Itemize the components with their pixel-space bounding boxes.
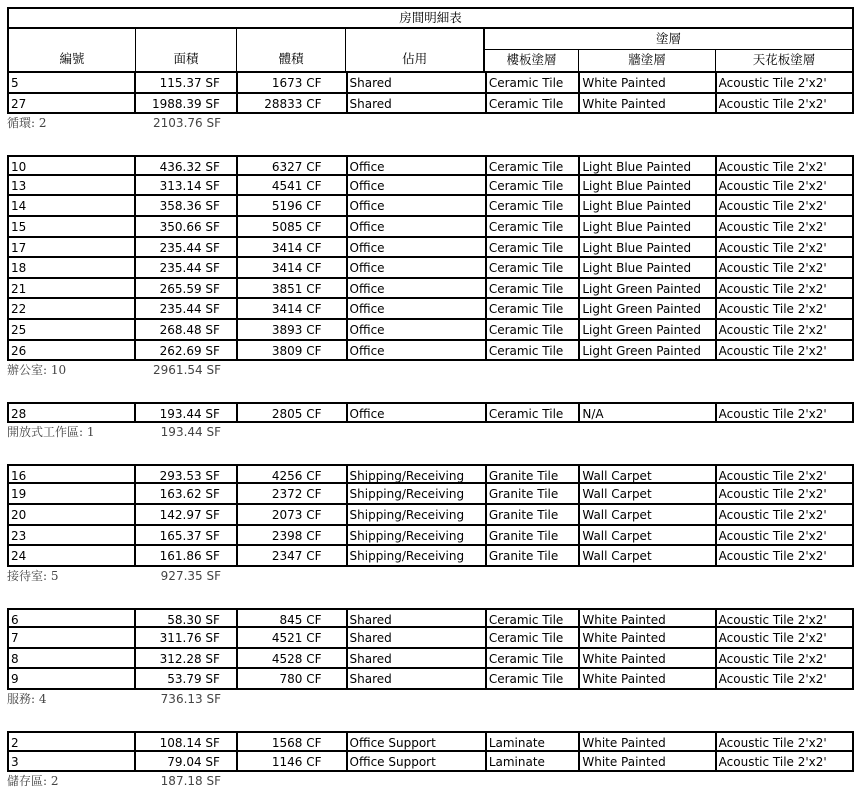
cell-floor-finish: Ceramic Tile xyxy=(487,258,581,277)
cell-occupancy: Shared xyxy=(348,94,487,113)
cell-floor-finish: Ceramic Tile xyxy=(487,299,581,318)
cell-floor-finish: Granite Tile xyxy=(487,526,581,545)
group-spacer xyxy=(7,135,854,156)
cell-volume: 2398 CF xyxy=(238,526,348,545)
cell-ceiling-finish: Acoustic Tile 2'x2' xyxy=(718,549,827,564)
cell-floor-finish: Granite Tile xyxy=(487,505,581,524)
cell-ceiling-finish: Acoustic Tile 2'x2' xyxy=(718,199,827,214)
cell-area: 53.79 SF xyxy=(136,669,238,688)
group-summary-label: 儲存區: 2 xyxy=(7,774,59,789)
cell-floor-finish: Ceramic Tile xyxy=(487,320,581,339)
cell-ceiling-finish: Acoustic Tile 2'x2' xyxy=(718,219,827,234)
cell-volume: 2372 CF xyxy=(238,484,348,503)
group-summary xyxy=(7,772,854,793)
header-volume: 體積 xyxy=(237,29,346,71)
cell-wall-finish: Light Green Painted xyxy=(580,320,716,339)
cell-wall-finish: Light Blue Painted xyxy=(580,217,716,236)
cell-floor-finish: Granite Tile xyxy=(487,484,581,503)
cell-occupancy: Office xyxy=(348,404,487,421)
cell-floor-finish: Ceramic Tile xyxy=(487,610,581,627)
cell-volume: 4528 CF xyxy=(238,649,348,668)
cell-wall-finish: White Painted xyxy=(580,628,716,647)
group-summary-area: 736.13 SF xyxy=(160,692,221,707)
cell-area: 265.59 SF xyxy=(136,279,238,298)
table-row xyxy=(7,731,854,752)
cell-wall-finish: N/A xyxy=(580,404,716,421)
cell-occupancy: Shipping/Receiving xyxy=(348,466,487,483)
header-number: 編號 xyxy=(9,29,136,71)
group-spacer xyxy=(7,711,854,732)
table-row xyxy=(7,155,854,176)
cell-occupancy: Shared xyxy=(348,73,487,92)
group-summary-area: 187.18 SF xyxy=(160,774,221,789)
cell-number: 9 xyxy=(9,669,136,688)
cell-occupancy: Shared xyxy=(348,628,487,647)
cell-volume: 1568 CF xyxy=(238,733,348,750)
cell-area: 436.32 SF xyxy=(136,157,238,174)
cell-area: 142.97 SF xyxy=(136,505,238,524)
cell-ceiling-finish: Acoustic Tile 2'x2' xyxy=(718,612,827,627)
group-spacer xyxy=(7,382,854,403)
cell-number: 6 xyxy=(9,610,136,627)
group-spacer xyxy=(7,587,854,608)
group-summary-area: 2961.54 SF xyxy=(153,363,221,378)
cell-number: 16 xyxy=(9,466,136,483)
cell-occupancy: Office xyxy=(348,238,487,257)
cell-volume: 3414 CF xyxy=(238,299,348,318)
cell-wall-finish: Light Blue Painted xyxy=(580,196,716,215)
cell-occupancy: Shipping/Receiving xyxy=(348,505,487,524)
cell-number: 25 xyxy=(9,320,136,339)
cell-area: 268.48 SF xyxy=(136,320,238,339)
cell-area: 350.66 SF xyxy=(136,217,238,236)
cell-wall-finish: Light Blue Painted xyxy=(580,176,716,195)
group-summary xyxy=(7,114,854,135)
table-row xyxy=(7,608,854,629)
cell-floor-finish: Ceramic Tile xyxy=(487,404,581,421)
cell-area: 115.37 SF xyxy=(136,73,238,92)
cell-ceiling-finish: Acoustic Tile 2'x2' xyxy=(718,343,827,358)
cell-number: 21 xyxy=(9,279,136,298)
group-summary-area: 927.35 SF xyxy=(160,568,221,583)
cell-volume: 3851 CF xyxy=(238,279,348,298)
cell-wall-finish: Wall Carpet xyxy=(580,546,716,565)
cell-wall-finish: Light Blue Painted xyxy=(580,258,716,277)
cell-wall-finish: White Painted xyxy=(580,649,716,668)
cell-number: 20 xyxy=(9,505,136,524)
cell-area: 313.14 SF xyxy=(136,176,238,195)
cell-volume: 4521 CF xyxy=(238,628,348,647)
cell-volume: 2805 CF xyxy=(238,404,348,421)
cell-volume: 845 CF xyxy=(238,610,348,627)
cell-ceiling-finish: Acoustic Tile 2'x2' xyxy=(718,736,827,750)
cell-ceiling-finish: Acoustic Tile 2'x2' xyxy=(718,261,827,276)
cell-wall-finish: White Painted xyxy=(580,73,716,92)
cell-number: 19 xyxy=(9,484,136,503)
group-summary-label: 循環: 2 xyxy=(7,116,47,131)
cell-wall-finish: Wall Carpet xyxy=(580,505,716,524)
cell-occupancy: Office xyxy=(348,176,487,195)
cell-occupancy: Office xyxy=(348,196,487,215)
header-wall-finish: 牆塗層 xyxy=(579,50,716,71)
group-summary xyxy=(7,690,854,711)
cell-number: 14 xyxy=(9,196,136,215)
cell-ceiling-finish: Acoustic Tile 2'x2' xyxy=(718,160,827,174)
cell-volume: 1146 CF xyxy=(238,752,348,771)
cell-number: 2 xyxy=(9,733,136,750)
cell-area: 235.44 SF xyxy=(136,258,238,277)
cell-wall-finish: White Painted xyxy=(580,669,716,688)
cell-floor-finish: Granite Tile xyxy=(487,466,581,483)
cell-floor-finish: Ceramic Tile xyxy=(487,279,581,298)
cell-occupancy: Shared xyxy=(348,669,487,688)
cell-wall-finish: White Painted xyxy=(580,752,716,771)
table-row xyxy=(7,176,854,197)
cell-volume: 780 CF xyxy=(238,669,348,688)
table-row xyxy=(7,258,854,279)
cell-volume: 1673 CF xyxy=(238,73,348,92)
cell-number: 23 xyxy=(9,526,136,545)
cell-occupancy: Office xyxy=(348,341,487,360)
schedule-title: 房間明細表 xyxy=(399,10,462,25)
cell-ceiling-finish: Acoustic Tile 2'x2' xyxy=(718,651,827,666)
group-summary-area: 193.44 SF xyxy=(160,424,221,439)
cell-floor-finish: Ceramic Tile xyxy=(487,238,581,257)
cell-area: 358.36 SF xyxy=(136,196,238,215)
cell-area: 312.28 SF xyxy=(136,649,238,668)
header-finish-title: 塗層 xyxy=(485,29,852,50)
cell-area: 193.44 SF xyxy=(136,404,238,421)
cell-volume: 2073 CF xyxy=(238,505,348,524)
cell-area: 262.69 SF xyxy=(136,341,238,360)
cell-area: 311.76 SF xyxy=(136,628,238,647)
cell-volume: 4541 CF xyxy=(238,176,348,195)
cell-volume: 5085 CF xyxy=(238,217,348,236)
cell-number: 5 xyxy=(9,73,136,92)
cell-area: 235.44 SF xyxy=(136,299,238,318)
table-row xyxy=(7,752,854,773)
cell-wall-finish: White Painted xyxy=(580,610,716,627)
table-row xyxy=(7,320,854,341)
cell-wall-finish: Wall Carpet xyxy=(580,484,716,503)
cell-ceiling-finish: Acoustic Tile 2'x2' xyxy=(718,407,827,421)
table-row xyxy=(7,484,854,505)
cell-wall-finish: Light Green Painted xyxy=(580,341,716,360)
cell-floor-finish: Ceramic Tile xyxy=(487,73,581,92)
cell-floor-finish: Ceramic Tile xyxy=(487,341,581,360)
cell-occupancy: Office xyxy=(348,217,487,236)
cell-ceiling-finish: Acoustic Tile 2'x2' xyxy=(718,281,827,296)
header-occupancy: 佔用 xyxy=(346,29,485,71)
cell-number: 18 xyxy=(9,258,136,277)
cell-wall-finish: White Painted xyxy=(580,733,716,750)
cell-area: 165.37 SF xyxy=(136,526,238,545)
cell-volume: 28833 CF xyxy=(238,94,348,113)
cell-number: 15 xyxy=(9,217,136,236)
group-summary-label: 服務: 4 xyxy=(7,692,47,707)
cell-area: 293.53 SF xyxy=(136,466,238,483)
table-row xyxy=(7,649,854,670)
cell-wall-finish: Light Blue Painted xyxy=(580,157,716,174)
cell-volume: 2347 CF xyxy=(238,546,348,565)
table-row xyxy=(7,94,854,115)
cell-area: 161.86 SF xyxy=(136,546,238,565)
group-summary xyxy=(7,423,854,444)
cell-ceiling-finish: Acoustic Tile 2'x2' xyxy=(718,487,827,502)
cell-number: 7 xyxy=(9,628,136,647)
cell-floor-finish: Laminate xyxy=(487,733,581,750)
cell-floor-finish: Laminate xyxy=(487,752,581,771)
cell-occupancy: Shared xyxy=(348,610,487,627)
cell-occupancy: Office xyxy=(348,279,487,298)
table-row xyxy=(7,341,854,362)
cell-floor-finish: Ceramic Tile xyxy=(487,217,581,236)
schedule-title-row xyxy=(7,7,854,29)
cell-number: 17 xyxy=(9,238,136,257)
cell-floor-finish: Ceramic Tile xyxy=(487,157,581,174)
header-ceiling-finish: 天花板塗層 xyxy=(752,52,816,67)
table-row xyxy=(7,217,854,238)
cell-wall-finish: Light Green Painted xyxy=(580,279,716,298)
table-row xyxy=(7,279,854,300)
cell-wall-finish: Wall Carpet xyxy=(580,526,716,545)
cell-number: 28 xyxy=(9,404,136,421)
cell-area: 58.30 SF xyxy=(136,610,238,627)
table-row xyxy=(7,238,854,259)
cell-volume: 3414 CF xyxy=(238,238,348,257)
cell-ceiling-finish: Acoustic Tile 2'x2' xyxy=(718,754,827,769)
cell-number: 3 xyxy=(9,752,136,771)
cell-area: 235.44 SF xyxy=(136,238,238,257)
cell-ceiling-finish: Acoustic Tile 2'x2' xyxy=(718,96,827,111)
cell-occupancy: Shipping/Receiving xyxy=(348,546,487,565)
cell-occupancy: Office Support xyxy=(348,752,487,771)
table-row xyxy=(7,402,854,423)
room-schedule-table xyxy=(7,7,854,793)
cell-number: 13 xyxy=(9,176,136,195)
header-finish-group xyxy=(485,29,852,71)
header-floor-finish: 樓板塗層 xyxy=(485,50,579,71)
cell-occupancy: Shared xyxy=(348,649,487,668)
cell-ceiling-finish: Acoustic Tile 2'x2' xyxy=(718,468,827,483)
cell-number: 8 xyxy=(9,649,136,668)
cell-floor-finish: Granite Tile xyxy=(487,546,581,565)
cell-volume: 6327 CF xyxy=(238,157,348,174)
group-summary xyxy=(7,361,854,382)
cell-wall-finish: White Painted xyxy=(580,94,716,113)
cell-ceiling-finish: Acoustic Tile 2'x2' xyxy=(718,528,827,543)
cell-wall-finish: Light Green Painted xyxy=(580,299,716,318)
cell-floor-finish: Ceramic Tile xyxy=(487,176,581,195)
cell-ceiling-finish: Acoustic Tile 2'x2' xyxy=(718,302,827,317)
cell-occupancy: Shipping/Receiving xyxy=(348,484,487,503)
cell-ceiling-finish: Acoustic Tile 2'x2' xyxy=(718,507,827,522)
group-summary-label: 接待室: 5 xyxy=(7,568,59,583)
cell-volume: 3893 CF xyxy=(238,320,348,339)
cell-volume: 3809 CF xyxy=(238,341,348,360)
group-summary-label: 辦公室: 10 xyxy=(7,363,67,378)
cell-floor-finish: Ceramic Tile xyxy=(487,669,581,688)
cell-ceiling-finish: Acoustic Tile 2'x2' xyxy=(718,631,827,646)
cell-number: 26 xyxy=(9,341,136,360)
table-row xyxy=(7,669,854,690)
cell-ceiling-finish: Acoustic Tile 2'x2' xyxy=(718,240,827,255)
cell-occupancy: Shipping/Receiving xyxy=(348,526,487,545)
table-row xyxy=(7,73,854,94)
cell-wall-finish: Light Blue Painted xyxy=(580,238,716,257)
group-summary-area: 2103.76 SF xyxy=(153,116,221,131)
table-row xyxy=(7,546,854,567)
cell-occupancy: Office xyxy=(348,157,487,174)
cell-floor-finish: Ceramic Tile xyxy=(487,94,581,113)
schedule-body xyxy=(7,73,854,793)
table-row xyxy=(7,299,854,320)
cell-ceiling-finish: Acoustic Tile 2'x2' xyxy=(718,76,827,90)
cell-floor-finish: Ceramic Tile xyxy=(487,196,581,215)
cell-ceiling-finish: Acoustic Tile 2'x2' xyxy=(718,178,827,193)
cell-number: 10 xyxy=(9,157,136,174)
cell-occupancy: Office Support xyxy=(348,733,487,750)
cell-number: 24 xyxy=(9,546,136,565)
group-summary-label: 開放式工作區: 1 xyxy=(7,424,95,439)
cell-number: 27 xyxy=(9,94,136,113)
cell-ceiling-finish: Acoustic Tile 2'x2' xyxy=(718,672,827,687)
group-spacer xyxy=(7,443,854,464)
cell-wall-finish: Wall Carpet xyxy=(580,466,716,483)
table-row xyxy=(7,505,854,526)
table-row xyxy=(7,196,854,217)
cell-area: 163.62 SF xyxy=(136,484,238,503)
cell-area: 79.04 SF xyxy=(136,752,238,771)
table-row xyxy=(7,526,854,547)
cell-volume: 5196 CF xyxy=(238,196,348,215)
cell-floor-finish: Ceramic Tile xyxy=(487,628,581,647)
cell-number: 22 xyxy=(9,299,136,318)
header-row xyxy=(7,29,854,73)
cell-area: 1988.39 SF xyxy=(136,94,238,113)
cell-occupancy: Office xyxy=(348,258,487,277)
cell-volume: 3414 CF xyxy=(238,258,348,277)
table-row xyxy=(7,464,854,485)
cell-area: 108.14 SF xyxy=(136,733,238,750)
header-area: 面積 xyxy=(136,29,237,71)
table-row xyxy=(7,628,854,649)
cell-ceiling-finish: Acoustic Tile 2'x2' xyxy=(718,322,827,337)
cell-occupancy: Office xyxy=(348,320,487,339)
group-summary xyxy=(7,567,854,588)
cell-occupancy: Office xyxy=(348,299,487,318)
cell-volume: 4256 CF xyxy=(238,466,348,483)
cell-floor-finish: Ceramic Tile xyxy=(487,649,581,668)
